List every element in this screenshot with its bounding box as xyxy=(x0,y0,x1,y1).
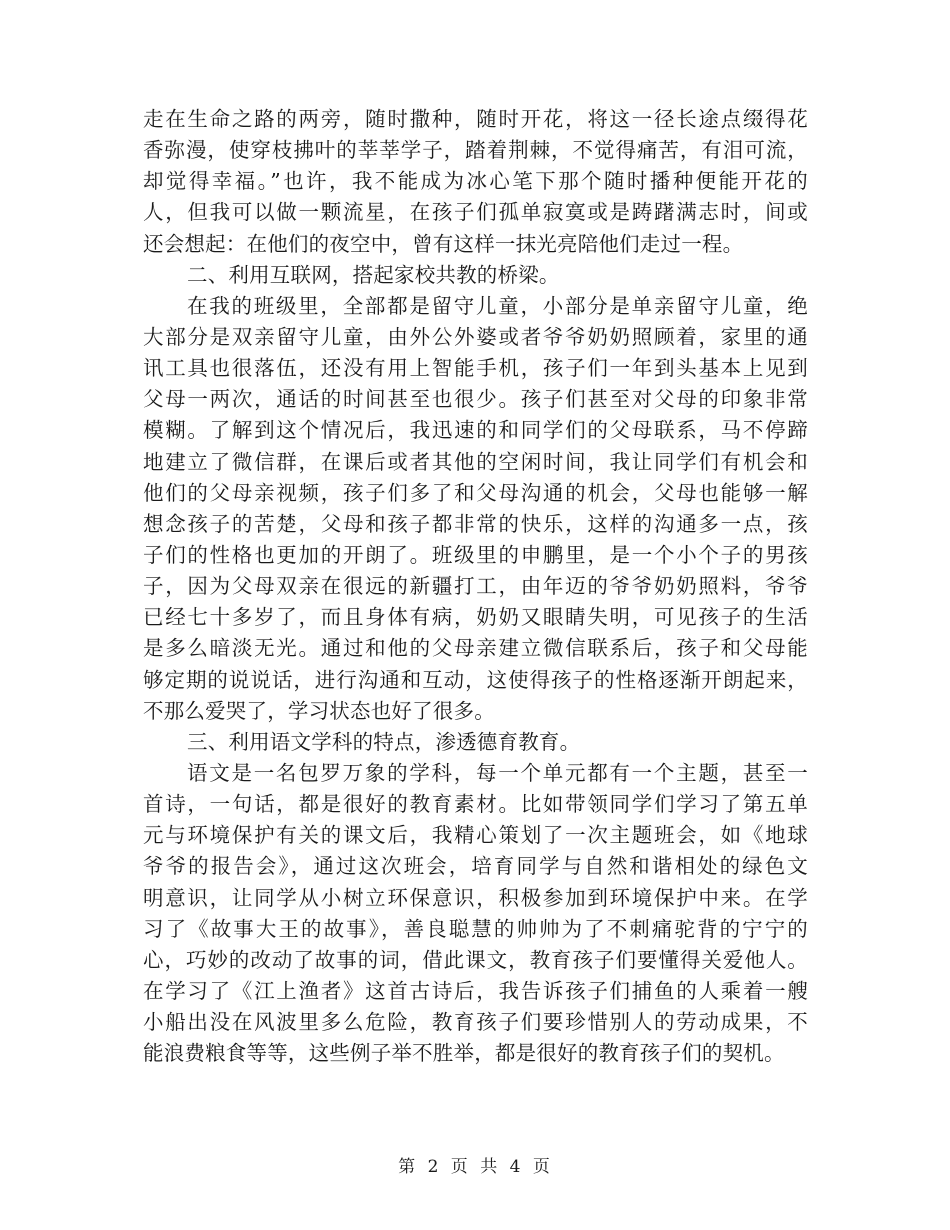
text-line: 模糊。了解到这个情况后，我迅速的和同学们的父母联系，马不停蹄 xyxy=(143,418,808,443)
text-line: 子们的性格也更加的开朗了。班级里的申鹏里，是一个小个子的男孩 xyxy=(143,542,808,567)
paragraph xyxy=(143,727,808,758)
text-line: 想念孩子的苦楚，父母和孩子都非常的快乐，这样的沟通多一点，孩 xyxy=(143,511,808,536)
text-line: 人，但我可以做一颗流星，在孩子们孤单寂寞或是踌躇满志时，间或 xyxy=(143,200,808,225)
paragraph xyxy=(143,260,808,291)
text-line: 爷爷的报告会》，通过这次班会，培育同学与自然和谐相处的绿色文 xyxy=(143,854,808,879)
text-line: 在我的班级里，全部都是留守儿童，小部分是单亲留守儿童，绝 xyxy=(187,293,808,318)
text-line: 二、利用互联网，搭起家校共教的桥梁。 xyxy=(187,262,560,287)
page-footer: 第 2 页 共 4 页 xyxy=(398,1157,552,1177)
text-line: 语文是一名包罗万象的学科，每一个单元都有一个主题，甚至一 xyxy=(187,760,808,785)
paragraph xyxy=(143,291,808,727)
text-line: 已经七十多岁了，而且身体有病，奶奶又眼睛失明，可见孩子的生活 xyxy=(143,605,808,630)
text-line: 大部分是双亲留守儿童，由外公外婆或者爷爷奶奶照顾着，家里的通 xyxy=(143,324,808,349)
text-line: 走在生命之路的两旁，随时撒种，随时开花，将这一径长途点缀得花 xyxy=(143,107,808,131)
text-line: 习了《故事大王的故事》，善良聪慧的帅帅为了不刺痛驼背的宁宁的 xyxy=(143,916,808,941)
paragraph xyxy=(143,104,808,260)
document-body xyxy=(143,104,808,1069)
text-line: 讯工具也很落伍，还没有用上智能手机，孩子们一年到头基本上见到 xyxy=(143,356,808,381)
text-line: 地建立了微信群，在课后或者其他的空闲时间，我让同学们有机会和 xyxy=(143,449,808,474)
text-line: 元与环境保护有关的课文后，我精心策划了一次主题班会，如《地球 xyxy=(143,823,808,848)
text-line: 小船出没在风波里多么危险，教育孩子们要珍惜别人的劳动成果，不 xyxy=(143,1010,808,1035)
text-line: 能浪费粮食等等，这些例子举不胜举，都是很好的教育孩子们的契机。 xyxy=(143,1041,785,1066)
text-line: 是多么暗淡无光。通过和他的父母亲建立微信联系后，孩子和父母能 xyxy=(143,636,808,661)
text-line: 香弥漫，使穿枝拂叶的莘莘学子，踏着荆棘，不觉得痛苦，有泪可流， xyxy=(143,138,808,163)
text-line: 他们的父母亲视频，孩子们多了和父母沟通的机会，父母也能够一解 xyxy=(143,480,808,505)
text-line: 父母一两次，通话的时间甚至也很少。孩子们甚至对父母的印象非常 xyxy=(143,387,808,412)
text-line: 却觉得幸福。”也许，我不能成为冰心笔下那个随时播种便能开花的 xyxy=(143,169,808,194)
text-line: 不那么爱哭了，学习状态也好了很多。 xyxy=(143,698,495,723)
text-line: 在学习了《江上渔者》这首古诗后，我告诉孩子们捕鱼的人乘着一艘 xyxy=(143,978,808,1003)
text-line: 够定期的说说话，进行沟通和互动，这使得孩子的性格逐渐开朗起来， xyxy=(143,667,808,692)
text-line: 明意识，让同学从小树立环保意识，积极参加到环境保护中来。在学 xyxy=(143,885,808,910)
text-line: 首诗，一句话，都是很好的教育素材。比如带领同学们学习了第五单 xyxy=(143,792,808,817)
text-line: 还会想起：在他们的夜空中，曾有这样一抹光亮陪他们走过一程。 xyxy=(143,231,744,256)
text-line: 三、利用语文学科的特点，渗透德育教育。 xyxy=(187,729,581,754)
paragraph xyxy=(143,758,808,1069)
text-line: 子，因为父母双亲在很远的新疆打工，由年迈的爷爷奶奶照料，爷爷 xyxy=(143,574,808,599)
text-line: 心，巧妙的改动了故事的词，借此课文，教育孩子们要懂得关爱他人。 xyxy=(143,947,808,972)
